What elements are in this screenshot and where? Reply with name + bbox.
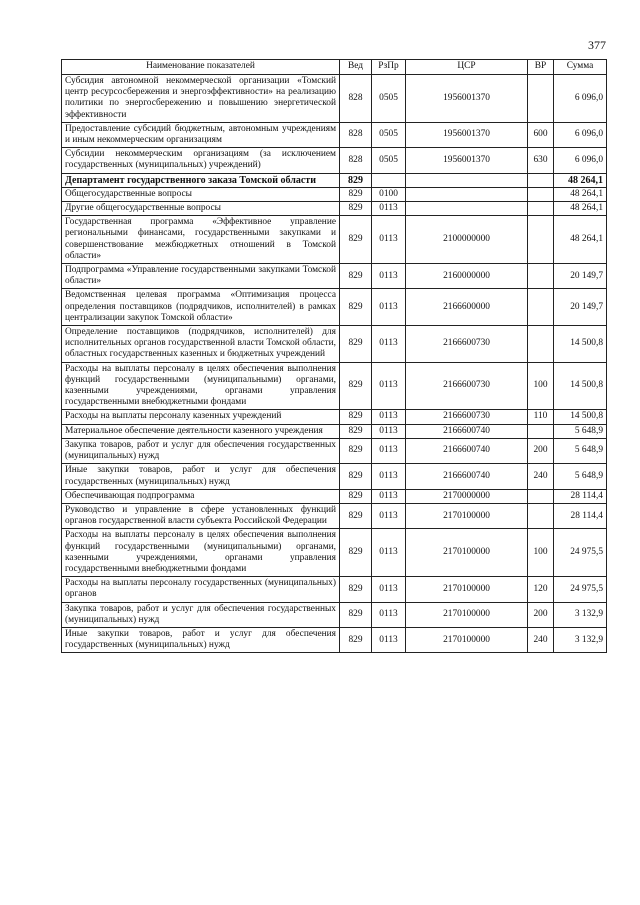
cell-csr: 1956001370 — [406, 148, 528, 173]
cell-name: Расходы на выплаты персоналу казенных учреждений — [62, 410, 340, 424]
cell-sum: 5 648,9 — [554, 464, 607, 489]
table-row — [62, 602, 607, 627]
cell-ved: 829 — [340, 503, 372, 528]
cell-ved: 829 — [340, 627, 372, 652]
cell-rzpr: 0505 — [372, 122, 406, 147]
header-vr: ВР — [528, 60, 554, 75]
cell-name: Подпрограмма «Управление государственными закупками Томской области» — [62, 264, 340, 289]
cell-sum: 28 114,4 — [554, 503, 607, 528]
cell-name: Закупка товаров, работ и услуг для обеспечения государственных (муниципальных) нужд — [62, 438, 340, 463]
table-body — [62, 75, 607, 653]
cell-name: Руководство и управление в сфере установленных функций органов государственной власти субъекта Российской Федерации — [62, 503, 340, 528]
cell-rzpr: 0113 — [372, 438, 406, 463]
cell-vr — [528, 173, 554, 187]
cell-vr: 100 — [528, 362, 554, 410]
cell-ved: 829 — [340, 424, 372, 438]
cell-name: Предоставление субсидий бюджетным, автономным учреждениям и иным некоммерческим организациям — [62, 122, 340, 147]
table-row — [62, 75, 607, 123]
cell-csr: 2166600000 — [406, 289, 528, 326]
cell-sum: 6 096,0 — [554, 122, 607, 147]
cell-rzpr: 0113 — [372, 464, 406, 489]
cell-csr: 2166600730 — [406, 410, 528, 424]
table-row — [62, 577, 607, 602]
header-ved: Вед — [340, 60, 372, 75]
cell-sum: 48 264,1 — [554, 187, 607, 201]
cell-rzpr — [372, 173, 406, 187]
cell-rzpr: 0113 — [372, 264, 406, 289]
table-row — [62, 464, 607, 489]
cell-csr: 2160000000 — [406, 264, 528, 289]
cell-vr — [528, 75, 554, 123]
cell-sum: 5 648,9 — [554, 424, 607, 438]
cell-rzpr: 0113 — [372, 627, 406, 652]
cell-sum: 3 132,9 — [554, 602, 607, 627]
cell-csr: 2170100000 — [406, 529, 528, 577]
cell-name: Иные закупки товаров, работ и услуг для обеспечения государственных (муниципальных) нужд — [62, 464, 340, 489]
cell-sum: 14 500,8 — [554, 362, 607, 410]
cell-sum: 20 149,7 — [554, 264, 607, 289]
table-row — [62, 264, 607, 289]
cell-sum: 14 500,8 — [554, 326, 607, 363]
cell-name: Обеспечивающая подпрограмма — [62, 489, 340, 503]
cell-rzpr: 0113 — [372, 326, 406, 363]
cell-vr: 600 — [528, 122, 554, 147]
cell-vr — [528, 503, 554, 528]
cell-name: Расходы на выплаты персоналу государственных (муниципальных) органов — [62, 577, 340, 602]
table-row — [62, 438, 607, 463]
cell-vr: 200 — [528, 438, 554, 463]
table-row — [62, 148, 607, 173]
table-row — [62, 289, 607, 326]
table-row — [62, 410, 607, 424]
cell-sum: 6 096,0 — [554, 148, 607, 173]
cell-name: Определение поставщиков (подрядчиков, исполнителей) для исполнительных органов государственной власти Томской области, областных государственных казенных и бюджетных учреждений — [62, 326, 340, 363]
cell-name: Расходы на выплаты персоналу в целях обеспечения выполнения функций государственными (муниципальными) органами, казенными учреждениями, органами управления государственными внебюджетными фондами — [62, 362, 340, 410]
table-header — [62, 60, 607, 75]
cell-sum: 48 264,1 — [554, 202, 607, 216]
cell-ved: 829 — [340, 289, 372, 326]
header-row — [62, 60, 607, 75]
cell-csr: 1956001370 — [406, 75, 528, 123]
cell-csr: 2170100000 — [406, 602, 528, 627]
cell-ved: 829 — [340, 173, 372, 187]
cell-csr: 2170100000 — [406, 503, 528, 528]
cell-sum: 20 149,7 — [554, 289, 607, 326]
cell-rzpr: 0505 — [372, 75, 406, 123]
cell-sum: 5 648,9 — [554, 438, 607, 463]
cell-rzpr: 0505 — [372, 148, 406, 173]
cell-csr: 2166600740 — [406, 438, 528, 463]
cell-ved: 829 — [340, 202, 372, 216]
cell-vr — [528, 187, 554, 201]
header-csr: ЦСР — [406, 60, 528, 75]
table-row-department — [62, 173, 607, 187]
cell-vr: 240 — [528, 464, 554, 489]
cell-name: Департамент государственного заказа Томской области — [62, 173, 340, 187]
header-rzpr: РзПр — [372, 60, 406, 75]
cell-csr: 2166600740 — [406, 424, 528, 438]
cell-csr: 2166600740 — [406, 464, 528, 489]
table-row — [62, 503, 607, 528]
table-row — [62, 627, 607, 652]
cell-ved: 829 — [340, 264, 372, 289]
cell-rzpr: 0113 — [372, 602, 406, 627]
cell-name: Другие общегосударственные вопросы — [62, 202, 340, 216]
cell-ved: 829 — [340, 362, 372, 410]
cell-vr — [528, 264, 554, 289]
cell-sum: 48 264,1 — [554, 173, 607, 187]
cell-vr — [528, 326, 554, 363]
cell-ved: 829 — [340, 438, 372, 463]
cell-ved: 829 — [340, 464, 372, 489]
cell-name: Государственная программа «Эффективное управление региональными финансами, государственными закупками и совершенствование межбюджетных отношений в Томской области» — [62, 216, 340, 264]
cell-rzpr: 0113 — [372, 529, 406, 577]
cell-vr: 100 — [528, 529, 554, 577]
cell-vr: 630 — [528, 148, 554, 173]
cell-vr — [528, 216, 554, 264]
cell-rzpr: 0100 — [372, 187, 406, 201]
cell-ved: 829 — [340, 529, 372, 577]
cell-rzpr: 0113 — [372, 410, 406, 424]
table-row — [62, 326, 607, 363]
header-name: Наименование показателей — [62, 60, 340, 75]
cell-rzpr: 0113 — [372, 577, 406, 602]
table-row — [62, 122, 607, 147]
cell-ved: 829 — [340, 187, 372, 201]
cell-rzpr: 0113 — [372, 289, 406, 326]
cell-ved: 828 — [340, 75, 372, 123]
cell-csr: 2170000000 — [406, 489, 528, 503]
table-row — [62, 216, 607, 264]
cell-vr — [528, 202, 554, 216]
cell-csr: 1956001370 — [406, 122, 528, 147]
cell-name: Материальное обеспечение деятельности казенного учреждения — [62, 424, 340, 438]
cell-vr — [528, 289, 554, 326]
cell-ved: 829 — [340, 489, 372, 503]
cell-sum: 24 975,5 — [554, 529, 607, 577]
cell-rzpr: 0113 — [372, 216, 406, 264]
cell-ved: 828 — [340, 148, 372, 173]
cell-ved: 829 — [340, 216, 372, 264]
table-row — [62, 489, 607, 503]
cell-sum: 6 096,0 — [554, 75, 607, 123]
cell-sum: 14 500,8 — [554, 410, 607, 424]
cell-ved: 829 — [340, 410, 372, 424]
cell-vr — [528, 489, 554, 503]
cell-ved: 829 — [340, 326, 372, 363]
cell-ved: 829 — [340, 602, 372, 627]
table-row — [62, 202, 607, 216]
cell-vr: 200 — [528, 602, 554, 627]
cell-sum: 24 975,5 — [554, 577, 607, 602]
table-row — [62, 529, 607, 577]
cell-csr — [406, 173, 528, 187]
cell-csr: 2170100000 — [406, 627, 528, 652]
cell-vr: 110 — [528, 410, 554, 424]
cell-name: Расходы на выплаты персоналу в целях обеспечения выполнения функций государственными (муниципальными) органами, казенными учреждениями, органами управления государственными внебюджетными фондами — [62, 529, 340, 577]
cell-name: Субсидии некоммерческим организациям (за исключением государственных (муниципальных) учреждений) — [62, 148, 340, 173]
cell-sum: 28 114,4 — [554, 489, 607, 503]
cell-sum: 3 132,9 — [554, 627, 607, 652]
cell-vr: 240 — [528, 627, 554, 652]
cell-ved: 829 — [340, 577, 372, 602]
cell-rzpr: 0113 — [372, 424, 406, 438]
cell-vr — [528, 424, 554, 438]
cell-sum: 48 264,1 — [554, 216, 607, 264]
cell-rzpr: 0113 — [372, 489, 406, 503]
cell-rzpr: 0113 — [372, 362, 406, 410]
cell-ved: 828 — [340, 122, 372, 147]
table-row — [62, 362, 607, 410]
cell-csr: 2166600730 — [406, 362, 528, 410]
cell-csr — [406, 187, 528, 201]
cell-name: Иные закупки товаров, работ и услуг для обеспечения государственных (муниципальных) нужд — [62, 627, 340, 652]
page-number: 377 — [588, 38, 606, 52]
cell-csr: 2170100000 — [406, 577, 528, 602]
budget-table — [61, 59, 607, 653]
cell-csr — [406, 202, 528, 216]
cell-name: Субсидия автономной некоммерческой организации «Томский центр ресурсосбережения и энергоэффективности» на реализацию политики по энергосбережению и повышению энергетической эффективности — [62, 75, 340, 123]
cell-name: Ведомственная целевая программа «Оптимизация процесса определения поставщиков (подрядчиков, исполнителей) в рамках централизации закупок Томской области» — [62, 289, 340, 326]
cell-name: Общегосударственные вопросы — [62, 187, 340, 201]
cell-csr: 2100000000 — [406, 216, 528, 264]
header-sum: Сумма — [554, 60, 607, 75]
table-row — [62, 424, 607, 438]
cell-csr: 2166600730 — [406, 326, 528, 363]
table-row — [62, 187, 607, 201]
cell-vr: 120 — [528, 577, 554, 602]
cell-rzpr: 0113 — [372, 503, 406, 528]
cell-rzpr: 0113 — [372, 202, 406, 216]
cell-name: Закупка товаров, работ и услуг для обеспечения государственных (муниципальных) нужд — [62, 602, 340, 627]
